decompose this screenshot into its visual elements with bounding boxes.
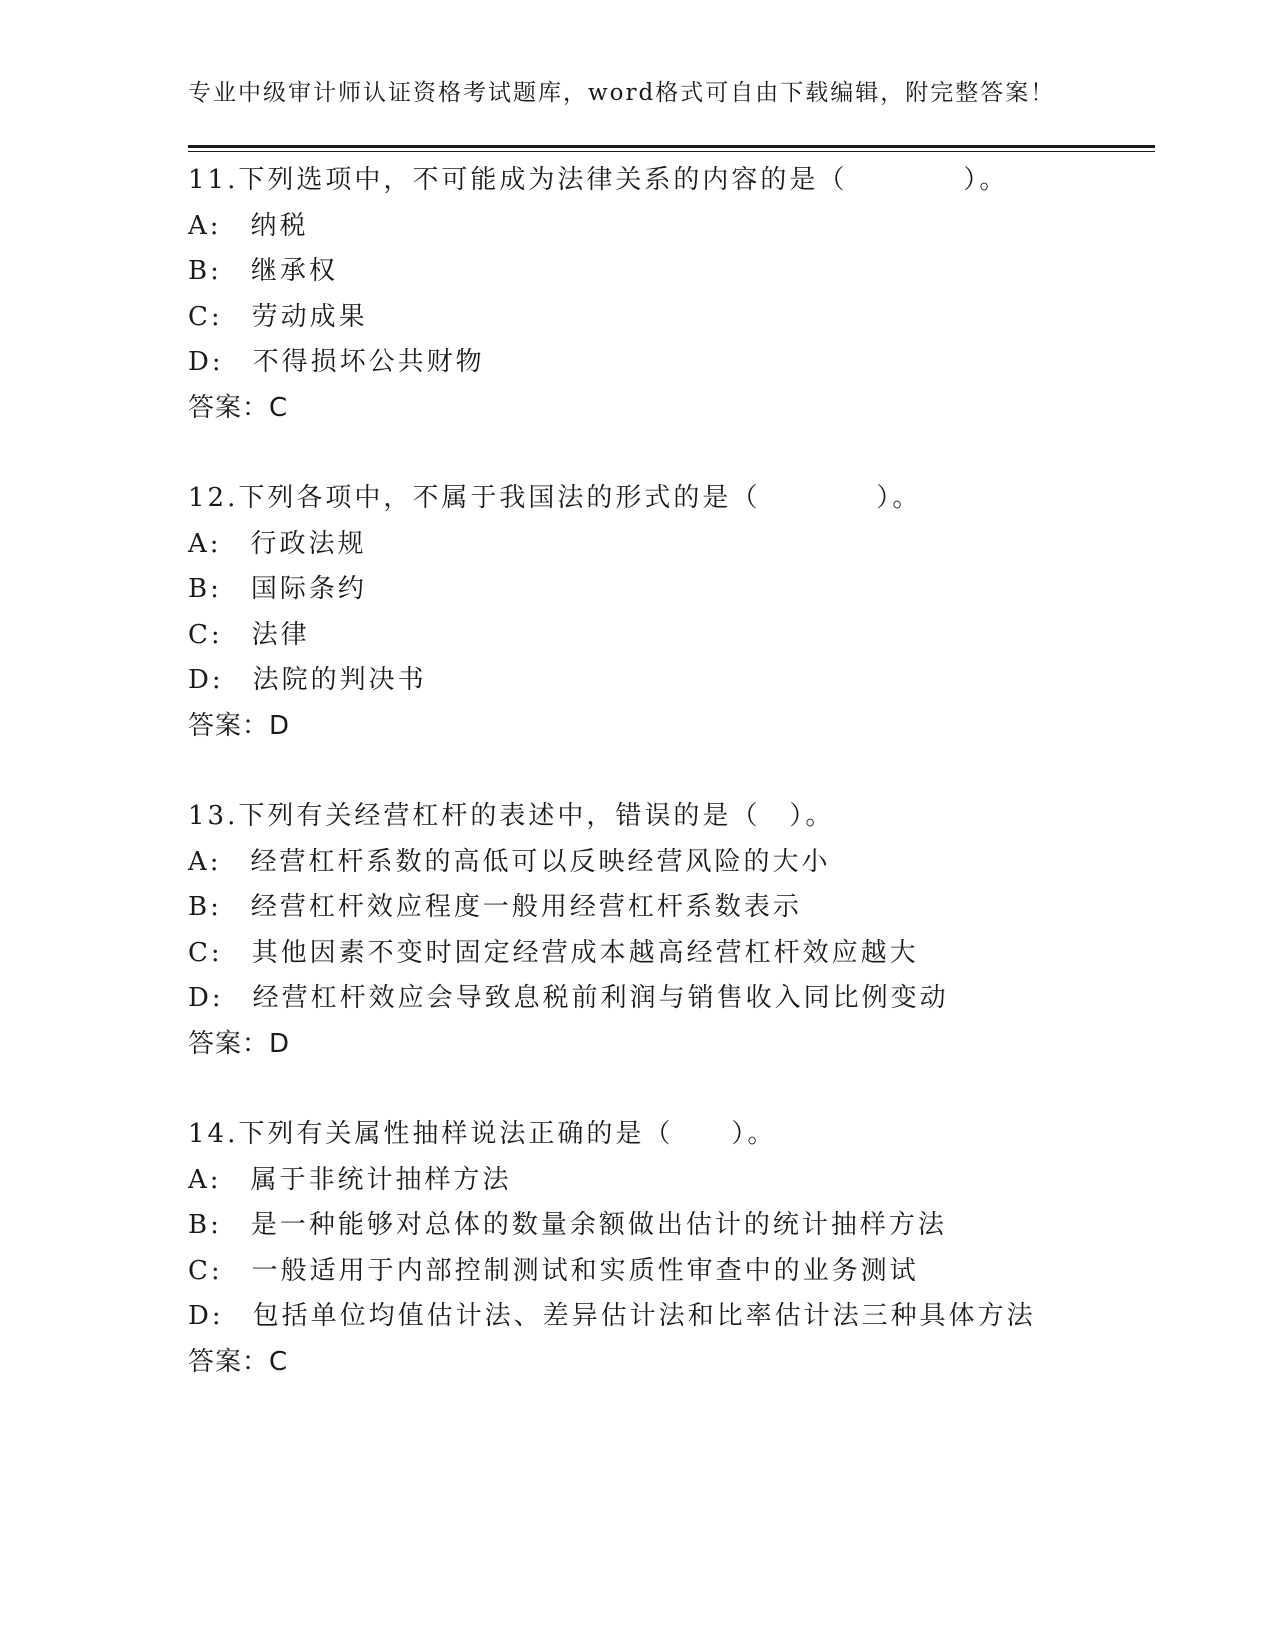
option-c: C: 一般适用于内部控制测试和实质性审查中的业务测试 xyxy=(188,1255,919,1286)
question-stem: 13.下列有关经营杠杆的表述中，错误的是（ ）。 xyxy=(188,801,835,831)
option-c: C: 劳动成果 xyxy=(188,301,368,332)
option-a: A: 属于非统计抽样方法 xyxy=(188,1164,512,1195)
option-b: B: 是一种能够对总体的数量余额做出估计的统计抽样方法 xyxy=(188,1210,947,1240)
question-13 xyxy=(188,794,1155,1067)
answer-line: 答案：C xyxy=(188,1346,289,1377)
page-header-note: 专业中级审计师认证资格考试题库，word格式可自由下载编辑，附完整答案！ xyxy=(188,80,1056,106)
question-14 xyxy=(188,1112,1155,1385)
option-a: A: 经营杠杆系数的高低可以反映经营风险的大小 xyxy=(188,846,831,877)
question-11 xyxy=(188,158,1155,431)
option-d: D: 经营杠杆效应会导致息税前利润与销售收入同比例变动 xyxy=(188,983,949,1013)
question-stem: 11.下列选项中，不可能成为法律关系的内容的是（ ）。 xyxy=(188,165,1009,195)
answer-line: 答案：D xyxy=(188,1028,291,1059)
question-stem: 12.下列各项中，不属于我国法的形式的是（ ）。 xyxy=(188,483,922,513)
option-d: D: 包括单位均值估计法、差异估计法和比率估计法三种具体方法 xyxy=(188,1301,1036,1331)
option-c: C: 法律 xyxy=(188,619,310,650)
question-12 xyxy=(188,476,1155,749)
option-b: B: 继承权 xyxy=(188,256,338,286)
option-b: B: 经营杠杆效应程度一般用经营杠杆系数表示 xyxy=(188,892,802,922)
question-list xyxy=(188,158,1155,1430)
option-a: A: 纳税 xyxy=(188,210,309,241)
answer-line: 答案：C xyxy=(188,392,289,423)
question-stem: 14.下列有关属性抽样说法正确的是（ ）。 xyxy=(188,1119,777,1149)
header-rule-thick xyxy=(188,145,1155,148)
option-c: C: 其他因素不变时固定经营成本越高经营杠杆效应越大 xyxy=(188,937,919,968)
option-d: D: 不得损坏公共财物 xyxy=(188,347,485,377)
header-rule-thin xyxy=(188,151,1155,152)
option-d: D: 法院的判决书 xyxy=(188,665,427,695)
option-a: A: 行政法规 xyxy=(188,528,367,559)
answer-line: 答案：D xyxy=(188,710,291,741)
option-b: B: 国际条约 xyxy=(188,574,367,604)
